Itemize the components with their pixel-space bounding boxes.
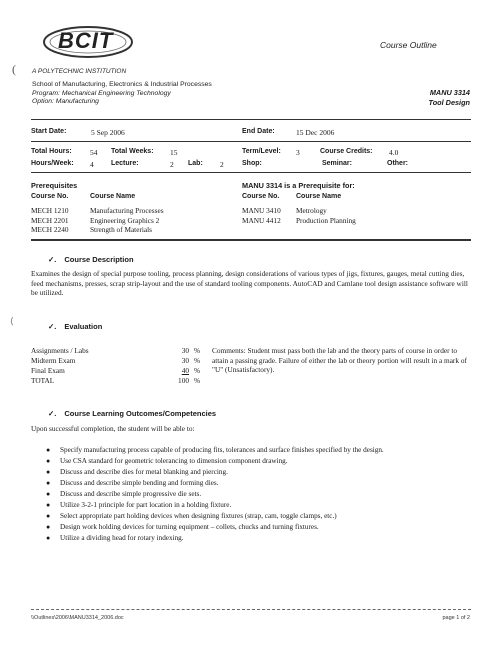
total-hours-label: Total Hours: <box>31 148 72 155</box>
description-text: Examines the design of special purpose tooling, process planning, design considerations of various types of jigs, fixtures, gauges, metal cutting dies, feed mechanisms, presses, scrap strip-layout and the use of standard tooling components. AutoCAD and Camlane tool design assistance software will be utilized. <box>31 269 468 297</box>
list-item: ● Design work holding devices for turning equipment – collets, chucks and turning fixtures. <box>46 523 319 531</box>
list-item: ● Discuss and describe simple progressive die sets. <box>46 490 202 498</box>
end-date-value: 15 Dec 2006 <box>296 128 335 137</box>
margin-mark: ⟨ <box>10 316 14 326</box>
list-item: MANU 4412 Production Planning <box>242 215 356 225</box>
evaluation-title: Evaluation <box>64 322 103 331</box>
school-name: School of Manufacturing, Electronics & Industrial Processes <box>32 81 212 88</box>
end-date-label: End Date: <box>242 128 275 135</box>
list-item: ● Use CSA standard for geometric tolerancing to dimension component drawing. <box>46 457 288 465</box>
table-row: Assignments / Labs 30 % <box>31 346 201 355</box>
evaluation-comment: Comments: Student must pass both the lab and the theory parts of course in order to attain a passing grade. Failure of either the lab or theory portion will result in a mark of "U" (Unsatisfactory). <box>212 346 467 374</box>
bullet-icon: ● <box>46 512 51 520</box>
total-hours-value: 54 <box>90 148 98 157</box>
margin-mark: ( <box>12 62 16 76</box>
start-date-label: Start Date: <box>31 128 67 135</box>
other-label: Other: <box>387 160 408 167</box>
bullet-icon: ● <box>46 468 51 476</box>
lecture-value: 2 <box>170 160 174 169</box>
prereq-rule <box>31 239 471 241</box>
prereq-for-title: MANU 3314 is a Prerequisite for: <box>242 181 355 190</box>
seminar-label: Seminar: <box>322 160 352 167</box>
program-info <box>32 81 212 107</box>
table-row: TOTAL 100 % <box>31 376 201 385</box>
total-weeks-value: 15 <box>170 148 178 157</box>
outcomes-heading: ✓. Course Learning Outcomes/Competencies <box>48 409 217 418</box>
list-item: ● Specify manufacturing process capable of producing fits, tolerances and surface finishes specified by the design. <box>46 446 384 454</box>
start-date-value: 5 Sep 2006 <box>91 128 125 137</box>
outcomes-list <box>46 446 466 545</box>
shop-label: Shop: <box>242 160 262 167</box>
list-item: ● Utilize a dividing head for rotary indexing. <box>46 534 184 542</box>
list-item: ● Discuss and describe simple bending and forming dies. <box>46 479 219 487</box>
list-item: MECH 2201 Engineering Graphics 2 <box>31 215 160 225</box>
list-item: ● Select appropriate part holding devices when designing fixtures (strap, cam, toggle clamps, etc.) <box>46 512 337 520</box>
course-code: MANU 3314 <box>429 88 470 97</box>
lecture-label: Lecture: <box>111 160 139 167</box>
evaluation-heading: ✓. Evaluation <box>48 322 103 331</box>
bullet-icon: ● <box>46 534 51 542</box>
document-type: Course Outline <box>380 40 437 50</box>
bullet-icon: ● <box>46 490 51 498</box>
prereq-col-no: Course No. <box>31 193 69 200</box>
list-item: MANU 3410 Metrology <box>242 206 327 215</box>
institution-tagline: A POLYTECHNIC INSTITUTION <box>32 68 127 75</box>
dates-rule <box>31 141 471 142</box>
term-label: Term/Level: <box>242 148 281 155</box>
bullet-icon: ● <box>46 446 51 454</box>
description-heading: ✓. Course Description <box>48 255 134 264</box>
prereq-col-name: Course Name <box>90 193 136 200</box>
prereq-list <box>31 206 164 235</box>
list-item: MECH 2240 Strength of Materials <box>31 225 153 234</box>
list-item: MECH 1210 Manufacturing Processes <box>31 206 164 215</box>
table-row: Midterm Exam 30 % <box>31 356 201 365</box>
outcomes-title: Course Learning Outcomes/Competencies <box>64 409 217 418</box>
credits-label: Course Credits: <box>320 148 373 155</box>
prereq-for-list <box>242 206 356 225</box>
total-weeks-label: Total Weeks: <box>111 148 154 155</box>
list-item: ● Utilize 3-2-1 principle for part location in a holding fixture. <box>46 501 232 509</box>
hours-week-value: 4 <box>90 160 94 169</box>
program-name: Program: Mechanical Engineering Technology <box>32 89 171 97</box>
description-title: Course Description <box>64 255 134 264</box>
bullet-icon: ● <box>46 501 51 509</box>
option-name: Option: Manufacturing <box>32 98 99 105</box>
table-row: Final Exam 40 % <box>31 366 201 375</box>
lab-value: 2 <box>220 160 224 169</box>
prerequisites-title: Prerequisites <box>31 181 78 190</box>
prereq-for-col-name: Course Name <box>296 193 342 200</box>
hours-week-label: Hours/Week: <box>31 160 74 167</box>
footer-page: page 1 of 2 <box>442 615 470 621</box>
term-value: 3 <box>296 148 300 157</box>
hours-rule <box>31 172 471 173</box>
course-title: Tool Design <box>428 97 470 107</box>
bullet-icon: ● <box>46 523 51 531</box>
outcomes-intro: Upon successful completion, the student will be able to: <box>31 424 195 433</box>
footer-path: \\Outlines\2006\MANU3314_2006.doc <box>31 615 124 621</box>
footer-rule <box>31 609 471 610</box>
header-rule <box>31 119 471 120</box>
logo-text: BCIT <box>58 28 114 53</box>
bullet-icon: ● <box>46 479 51 487</box>
credits-value: 4.0 <box>389 148 399 157</box>
bullet-icon: ● <box>46 457 51 465</box>
course-id <box>380 88 470 107</box>
lab-label: Lab: <box>188 160 203 167</box>
list-item: ● Discuss and describe dies for metal blanking and piercing. <box>46 468 228 476</box>
prereq-for-col-no: Course No. <box>242 193 280 200</box>
